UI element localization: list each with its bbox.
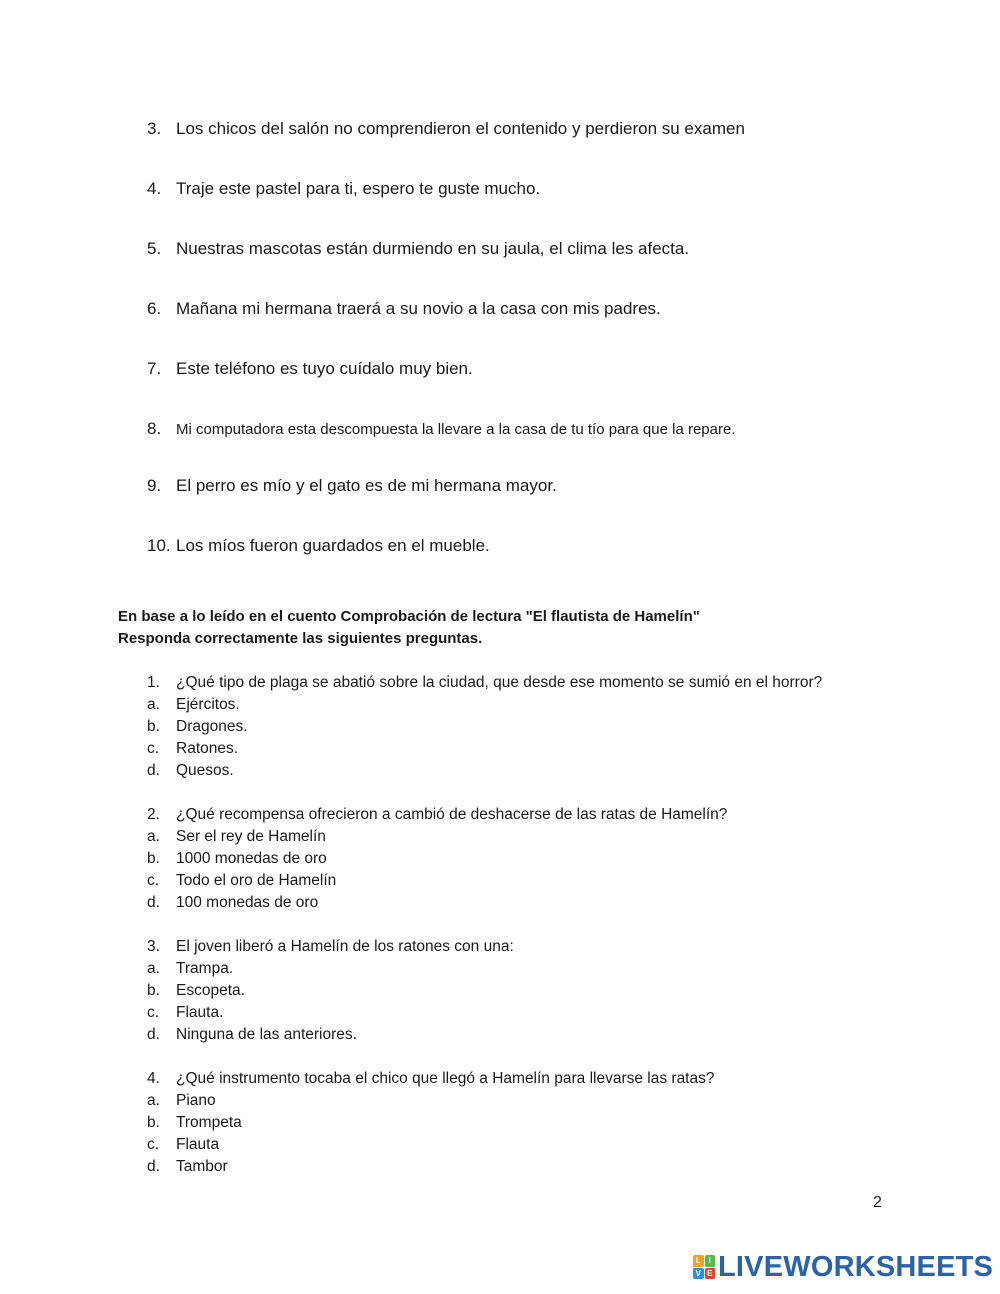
logo-icon: L I V E	[693, 1255, 715, 1279]
option-text: Ratones.	[176, 740, 239, 757]
option-letter: d.	[147, 1158, 160, 1175]
sentence-number: 6.	[147, 299, 162, 318]
option-text: Piano	[176, 1092, 216, 1109]
logo-text: LIVEWORKSHEETS	[718, 1250, 994, 1283]
option-text: Todo el oro de Hamelín	[176, 872, 337, 889]
sentence-text: El perro es mío y el gato es de mi hermana mayor.	[176, 476, 557, 495]
sentence-number: 9.	[147, 476, 162, 495]
option-letter: d.	[147, 762, 160, 779]
option-text: Ejércitos.	[176, 696, 240, 713]
option-letter: b.	[147, 982, 160, 999]
question-number: 1.	[147, 674, 160, 691]
option-text: Flauta.	[176, 1004, 224, 1021]
option-text: Dragones.	[176, 718, 248, 735]
section-instruction: Responda correctamente las siguientes preguntas.	[118, 630, 483, 647]
sentence-number: 3.	[147, 119, 162, 138]
question-label: ¿Qué instrumento tocaba el chico que llegó a Hamelín para llevarse las ratas?	[176, 1070, 715, 1087]
option-text: Flauta	[176, 1136, 220, 1153]
option-letter: a.	[147, 1092, 160, 1109]
liveworksheets-logo	[693, 1252, 993, 1282]
sentence-text: Mi computadora esta descompuesta la llevare a la casa de tu tío para que la repare.	[176, 421, 736, 438]
option-letter: a.	[147, 828, 160, 845]
option-letter: c.	[147, 1004, 160, 1021]
page-number: 2	[873, 1194, 882, 1211]
option-letter: a.	[147, 960, 160, 977]
option-text: Ninguna de las anteriores.	[176, 1026, 357, 1043]
option-letter: d.	[147, 894, 160, 911]
sentence-text: Traje este pastel para ti, espero te guste mucho.	[176, 179, 541, 198]
option-text: 100 monedas de oro	[176, 894, 319, 911]
sentence-text: Mañana mi hermana traerá a su novio a la casa con mis padres.	[176, 299, 661, 318]
sentence-text: Este teléfono es tuyo cuídalo muy bien.	[176, 359, 473, 378]
question-label: ¿Qué recompensa ofrecieron a cambió de deshacerse de las ratas de Hamelín?	[176, 806, 728, 823]
option-letter: c.	[147, 740, 160, 757]
question-label: ¿Qué tipo de plaga se abatió sobre la ciudad, que desde ese momento se sumió en el horror?	[176, 674, 823, 691]
option-text: Quesos.	[176, 762, 234, 779]
sentence-number: 4.	[147, 179, 162, 198]
sentence-number: 8.	[147, 419, 162, 438]
sentence-number: 7.	[147, 359, 162, 378]
question-number: 2.	[147, 806, 160, 823]
option-letter: d.	[147, 1026, 160, 1043]
option-letter: b.	[147, 718, 160, 735]
option-letter: b.	[147, 850, 160, 867]
sentence-number: 10.	[147, 536, 171, 555]
option-text: Trompeta	[176, 1114, 242, 1131]
option-text: Trampa.	[176, 960, 234, 977]
sentence-text: Nuestras mascotas están durmiendo en su jaula, el clima les afecta.	[176, 239, 690, 258]
question-label: El joven liberó a Hamelín de los ratones con una:	[176, 938, 514, 955]
option-letter: a.	[147, 696, 160, 713]
option-text: 1000 monedas de oro	[176, 850, 327, 867]
question-number: 4.	[147, 1070, 160, 1087]
option-text: Ser el rey de Hamelín	[176, 828, 326, 845]
sentence-text: Los chicos del salón no comprendieron el contenido y perdieron su examen	[176, 119, 745, 138]
section-heading: En base a lo leído en el cuento Comprobación de lectura "El flautista de Hamelín"	[118, 608, 700, 625]
option-text: Tambor	[176, 1158, 228, 1175]
option-letter: c.	[147, 872, 160, 889]
question-number: 3.	[147, 938, 160, 955]
option-letter: b.	[147, 1114, 160, 1131]
sentence-text: Los míos fueron guardados en el mueble.	[176, 536, 490, 555]
option-text: Escopeta.	[176, 982, 245, 999]
sentence-number: 5.	[147, 239, 162, 258]
option-letter: c.	[147, 1136, 160, 1153]
